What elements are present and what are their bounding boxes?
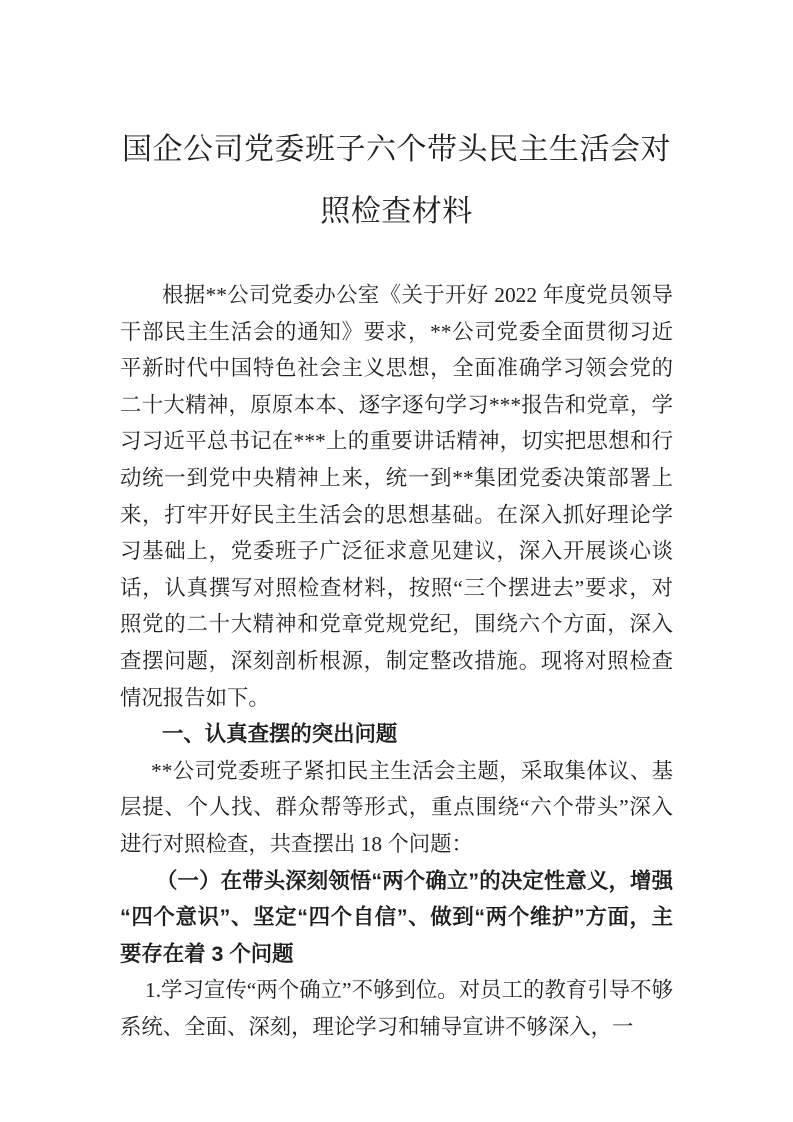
intro-paragraph: 根据**公司党委办公室《关于开好 2022 年度党员领导干部民主生活会的通知》要求，**公司党委全面贯彻习近平新时代中国特色社会主义思想，全面准确学习领会党的二十大精神，原原本本、逐字逐句学习***报告和党章，学习习近平总书记在***上的重要讲话精神，切实把思想和行动统一到党中央精神上来，统一到**集团党委决策部署上来，打牢开好民主生活会的思想基础。在深入抓好理论学习基础上，党委班子广泛征求意见建议，深入开展谈心谈话，认真撰写对照检查材料，按照“三个摆进去”要求，对照党的二十大精神和党章党规党纪，围绕六个方面，深入查摆问题，深刻剖析根源，制定整改措施。现将对照检查情况报告如下。 bbox=[120, 283, 673, 710]
section-1-heading: 一、认真查摆的突出问题 bbox=[162, 722, 398, 747]
document-title: 国企公司党委班子六个带头民主生活会对照检查材料 bbox=[122, 133, 671, 228]
section-1-intro-paragraph: **公司党委班子紧扣民主生活会主题，采取集体议、基层提、个人找、群众帮等形式，重点围绕“六个带头”深入进行对照检查，共查摆出 18 个问题： bbox=[120, 758, 673, 856]
subsection-1-heading: （一）在带头深刻领悟“两个确立”的决定性意义，增强“四个意识”、坚定“四个自信”、做到“两个维护”方面，主要存在着 3 个问题 bbox=[120, 868, 673, 966]
problem-1-paragraph: 1.学习宣传“两个确立”不够到位。对员工的教育引导不够系统、全面、深刻，理论学习和辅导宣讲不够深入，一 bbox=[120, 978, 673, 1039]
